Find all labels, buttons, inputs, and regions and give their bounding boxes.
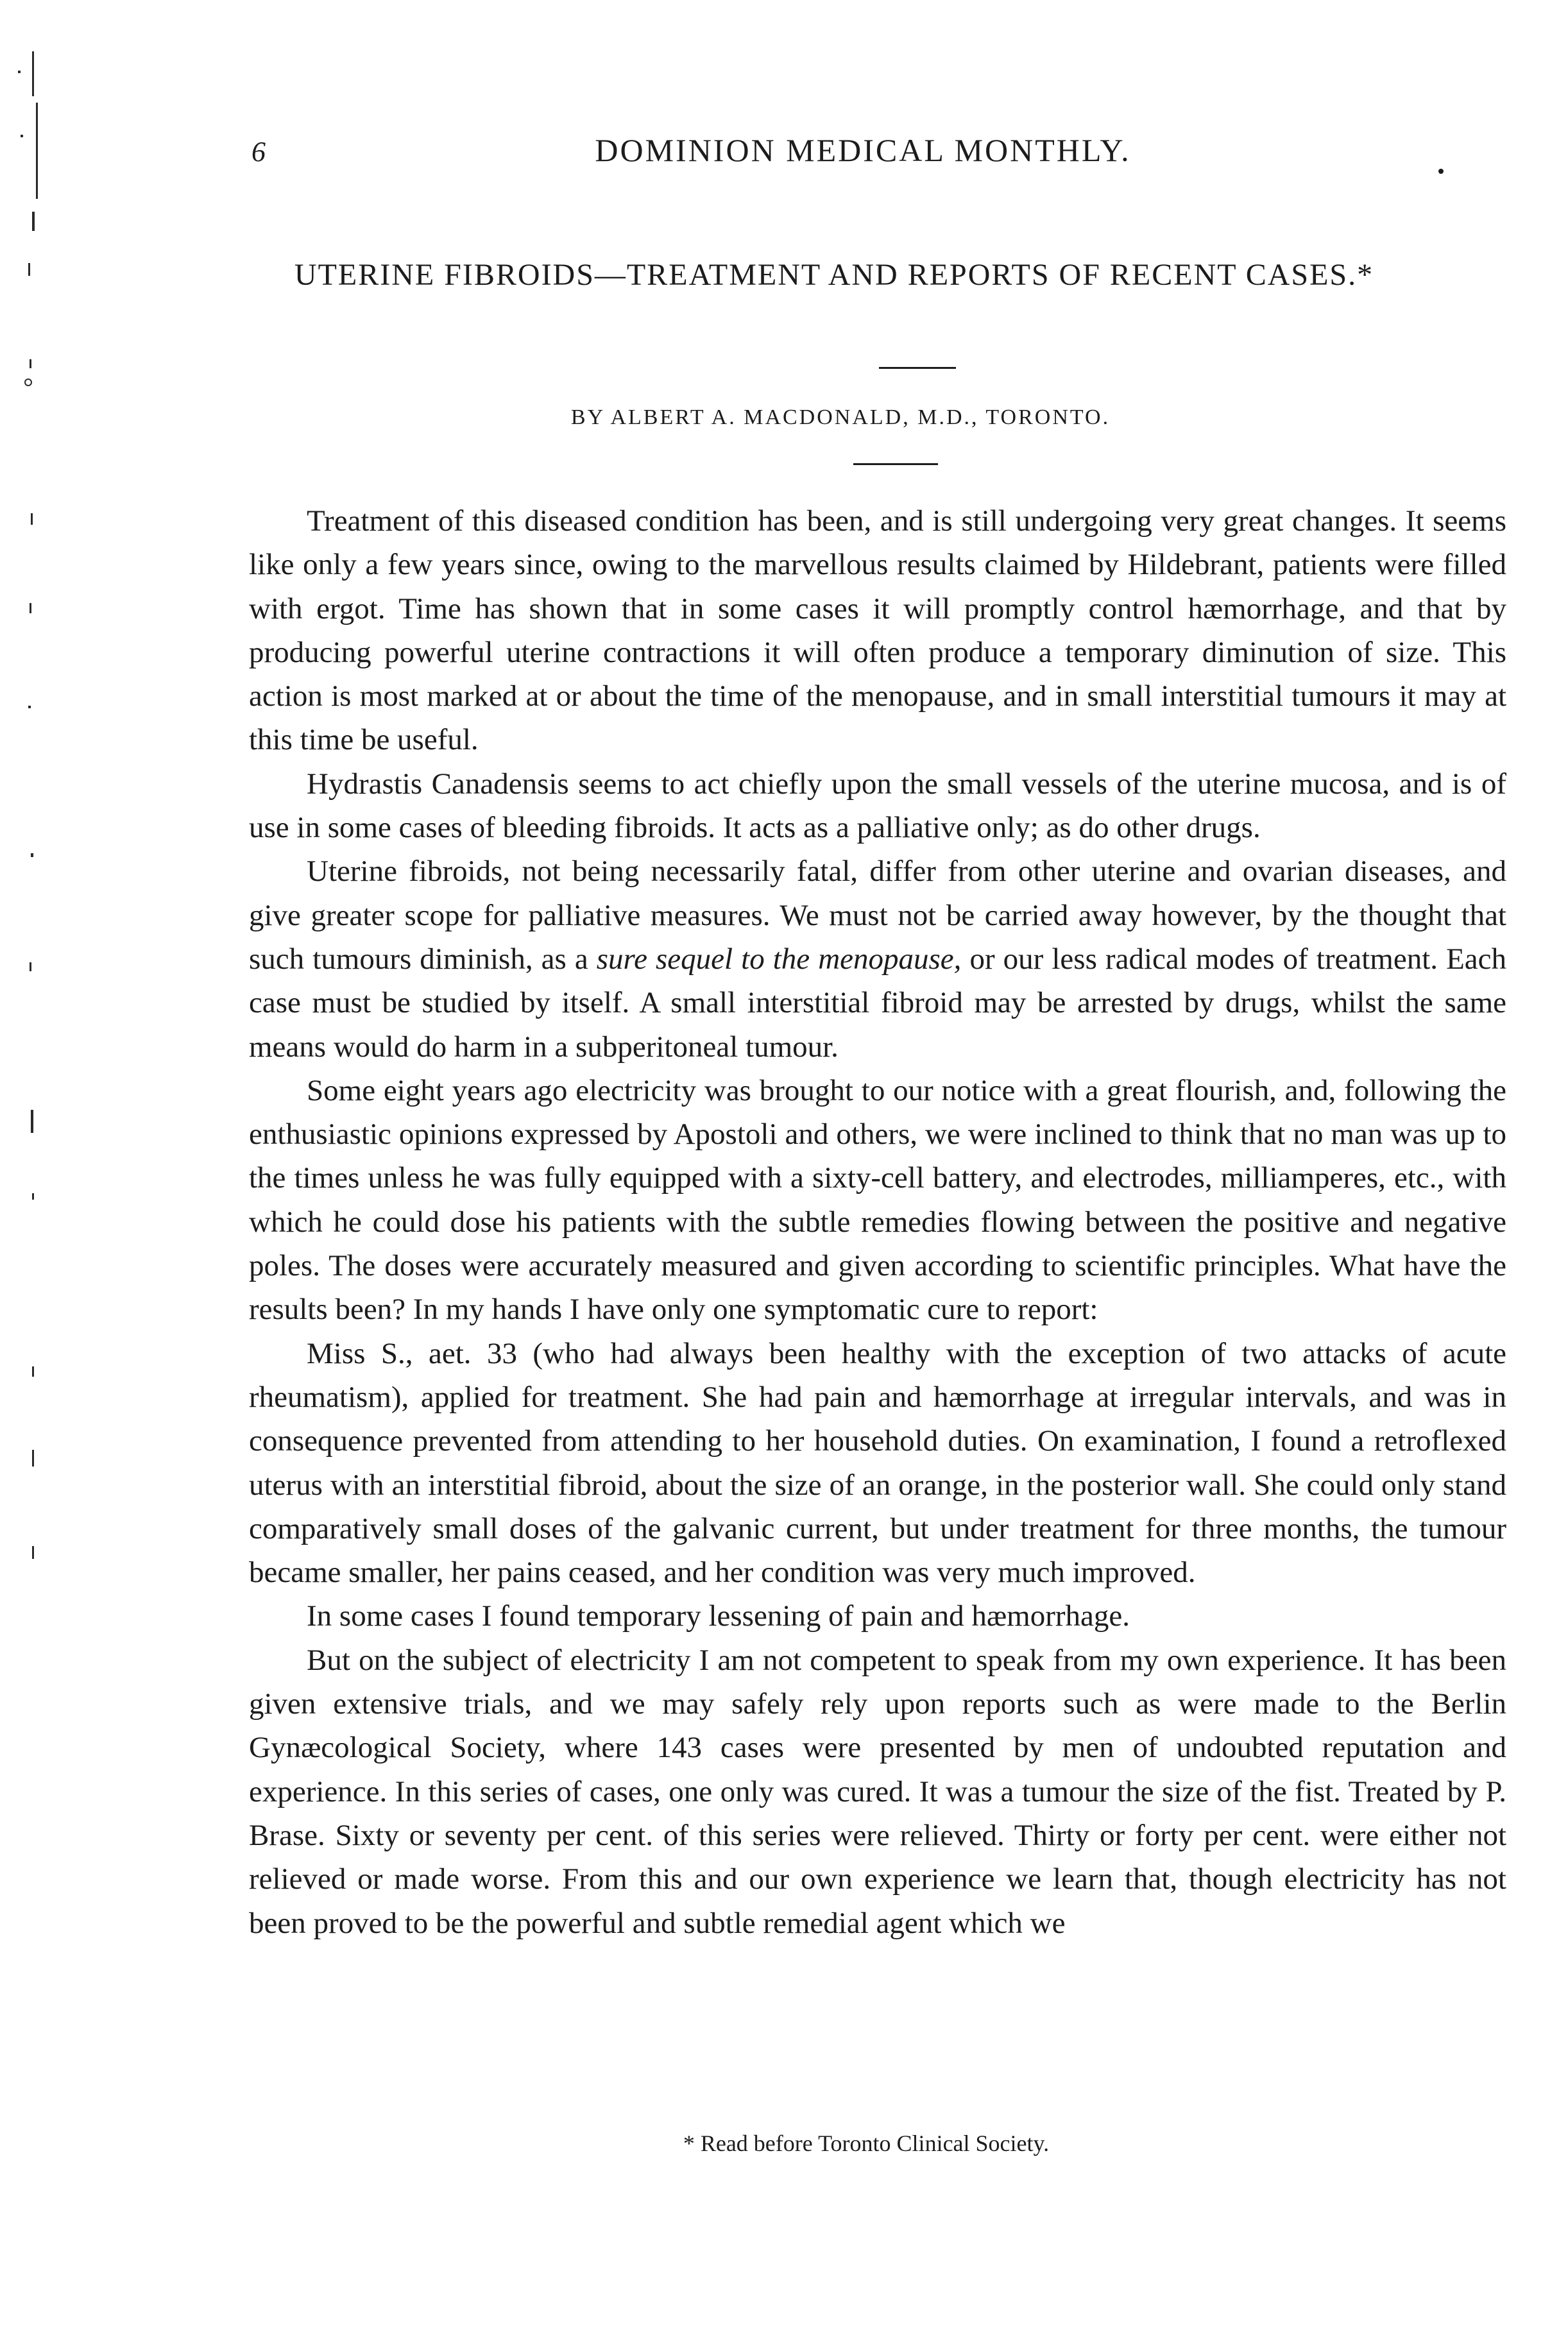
scan-artifact: [32, 1366, 34, 1377]
scan-artifact: [32, 1450, 34, 1467]
paragraph: [249, 762, 1506, 850]
scan-artifact: [21, 135, 23, 137]
paragraph: [249, 1069, 1506, 1332]
paragraph-text: In some cases I found temporary lessening of pain and hæmorrhage.: [307, 1599, 1130, 1633]
paragraph: [249, 1638, 1506, 1945]
title-rule: [879, 367, 956, 369]
paragraph-text: But on the subject of electricity I am not competent to speak from my own experience. It has been given extensive trials, and we may safely rely upon reports such as were made to the Berlin Gynæcological Society, where 143 cases were presented by men of undoubted reputation and experience. In this series of cases, one only was cured. It was a tumour the size of the fist. Treated by P. Brase. Sixty or seventy per cent. of this series were relieved. Thirty or forty per cent. were either not relieved or made worse. From this and our own experience we learn that, though electricity has not been proved to be the powerful and subtle remedial agent which we: [249, 1643, 1506, 1940]
byline-rule: [853, 463, 938, 465]
paragraph: [249, 1594, 1506, 1638]
paragraph-text: Uterine fibroids, not being necessarily fatal, differ from other uterine and ovarian diseases, and give greater scope for palliative measures. We must not be carried away however, by the thought that such tumours diminish, as a: [249, 855, 1506, 976]
scan-artifact: [24, 378, 32, 386]
scan-artifact: [31, 1110, 33, 1133]
ink-dot: [1438, 169, 1444, 174]
scan-artifact: [28, 263, 30, 276]
scan-artifact: [30, 359, 31, 368]
running-head: [237, 132, 1488, 176]
scan-artifact: [32, 212, 35, 231]
page-number: 6: [251, 136, 266, 167]
scan-margin-marks: [13, 51, 64, 1591]
paragraph-text: Hydrastis Canadensis seems to act chiefly upon the small vessels of the uterine mucosa, and is of use in some cases of bleeding fibroids. It acts as a palliative only; as do other drugs.: [249, 767, 1506, 845]
scan-artifact: [36, 103, 38, 199]
article-title: UTERINE FIBROIDS—TREATMENT AND REPORTS OF RECENT CASES.*: [294, 258, 1374, 292]
scan-artifact: [31, 853, 33, 857]
scan-artifact: [32, 1546, 34, 1559]
scan-artifact: [32, 1193, 34, 1200]
scan-artifact: [30, 603, 31, 613]
paragraph-text: Some eight years ago electricity was brought to our notice with a great flourish, and, following the enthusiastic opinions expressed by Apostoli and others, we were inclined to think that no man was up to the times unless he was fully equipped with a sixty-cell battery, and electrodes, milliamperes, etc., with which he could dose his patients with the subtle remedies flowing between the positive and negative poles. The doses were accurately measured and given according to scientific principles. What have the results been? In my hands I have only one symptomatic cure to report:: [249, 1073, 1506, 1327]
paragraph: [249, 849, 1506, 1068]
paragraph: [249, 499, 1506, 762]
footnote: * Read before Toronto Clinical Society.: [683, 2130, 1050, 2156]
scan-artifact: [31, 513, 33, 525]
italic-phrase: sure sequel to the menopause,: [596, 942, 962, 976]
scan-artifact: [30, 962, 31, 971]
paragraph-text: Miss S., aet. 33 (who had always been healthy with the exception of two attacks of acute rheumatism), applied for treatment. She had pain and hæmorrhage at irregular intervals, and was in consequence prevented from attending to her household duties. On examination, I found a retroflexed uterus with an interstitial fibroid, about the size of an orange, in the posterior wall. She could only stand comparatively small doses of the galvanic current, but under treatment for three months, the tumour became smaller, her pains ceased, and her condition was very much improved.: [249, 1336, 1506, 1590]
paragraph-text: Treatment of this diseased condition has been, and is still undergoing very great changes. It seems like only a few years since, owing to the marvellous results claimed by Hildebrant, patients were filled with ergot. Time has shown that in some cases it will promptly control hæmorrhage, and that by producing powerful uterine contractions it will often produce a temporary diminution of size. This action is most marked at or about the time of the menopause, and in small interstitial tumours it may at this time be useful.: [249, 504, 1506, 757]
scan-artifact: [28, 706, 31, 708]
journal-title: DOMINION MEDICAL MONTHLY.: [595, 132, 1131, 168]
paragraph-text: or our less radical modes of treatment. Each case must be studied by itself. A small interstitial fibroid may be arrested by drugs, whilst the same means would do harm in a subperitoneal tumour.: [249, 942, 1506, 1064]
paragraph: [249, 1332, 1506, 1595]
article-body: [249, 499, 1506, 1945]
author-byline: BY ALBERT A. MACDONALD, M.D., TORONTO.: [570, 405, 1111, 429]
scan-artifact: [18, 71, 21, 73]
scan-artifact: [32, 51, 34, 96]
